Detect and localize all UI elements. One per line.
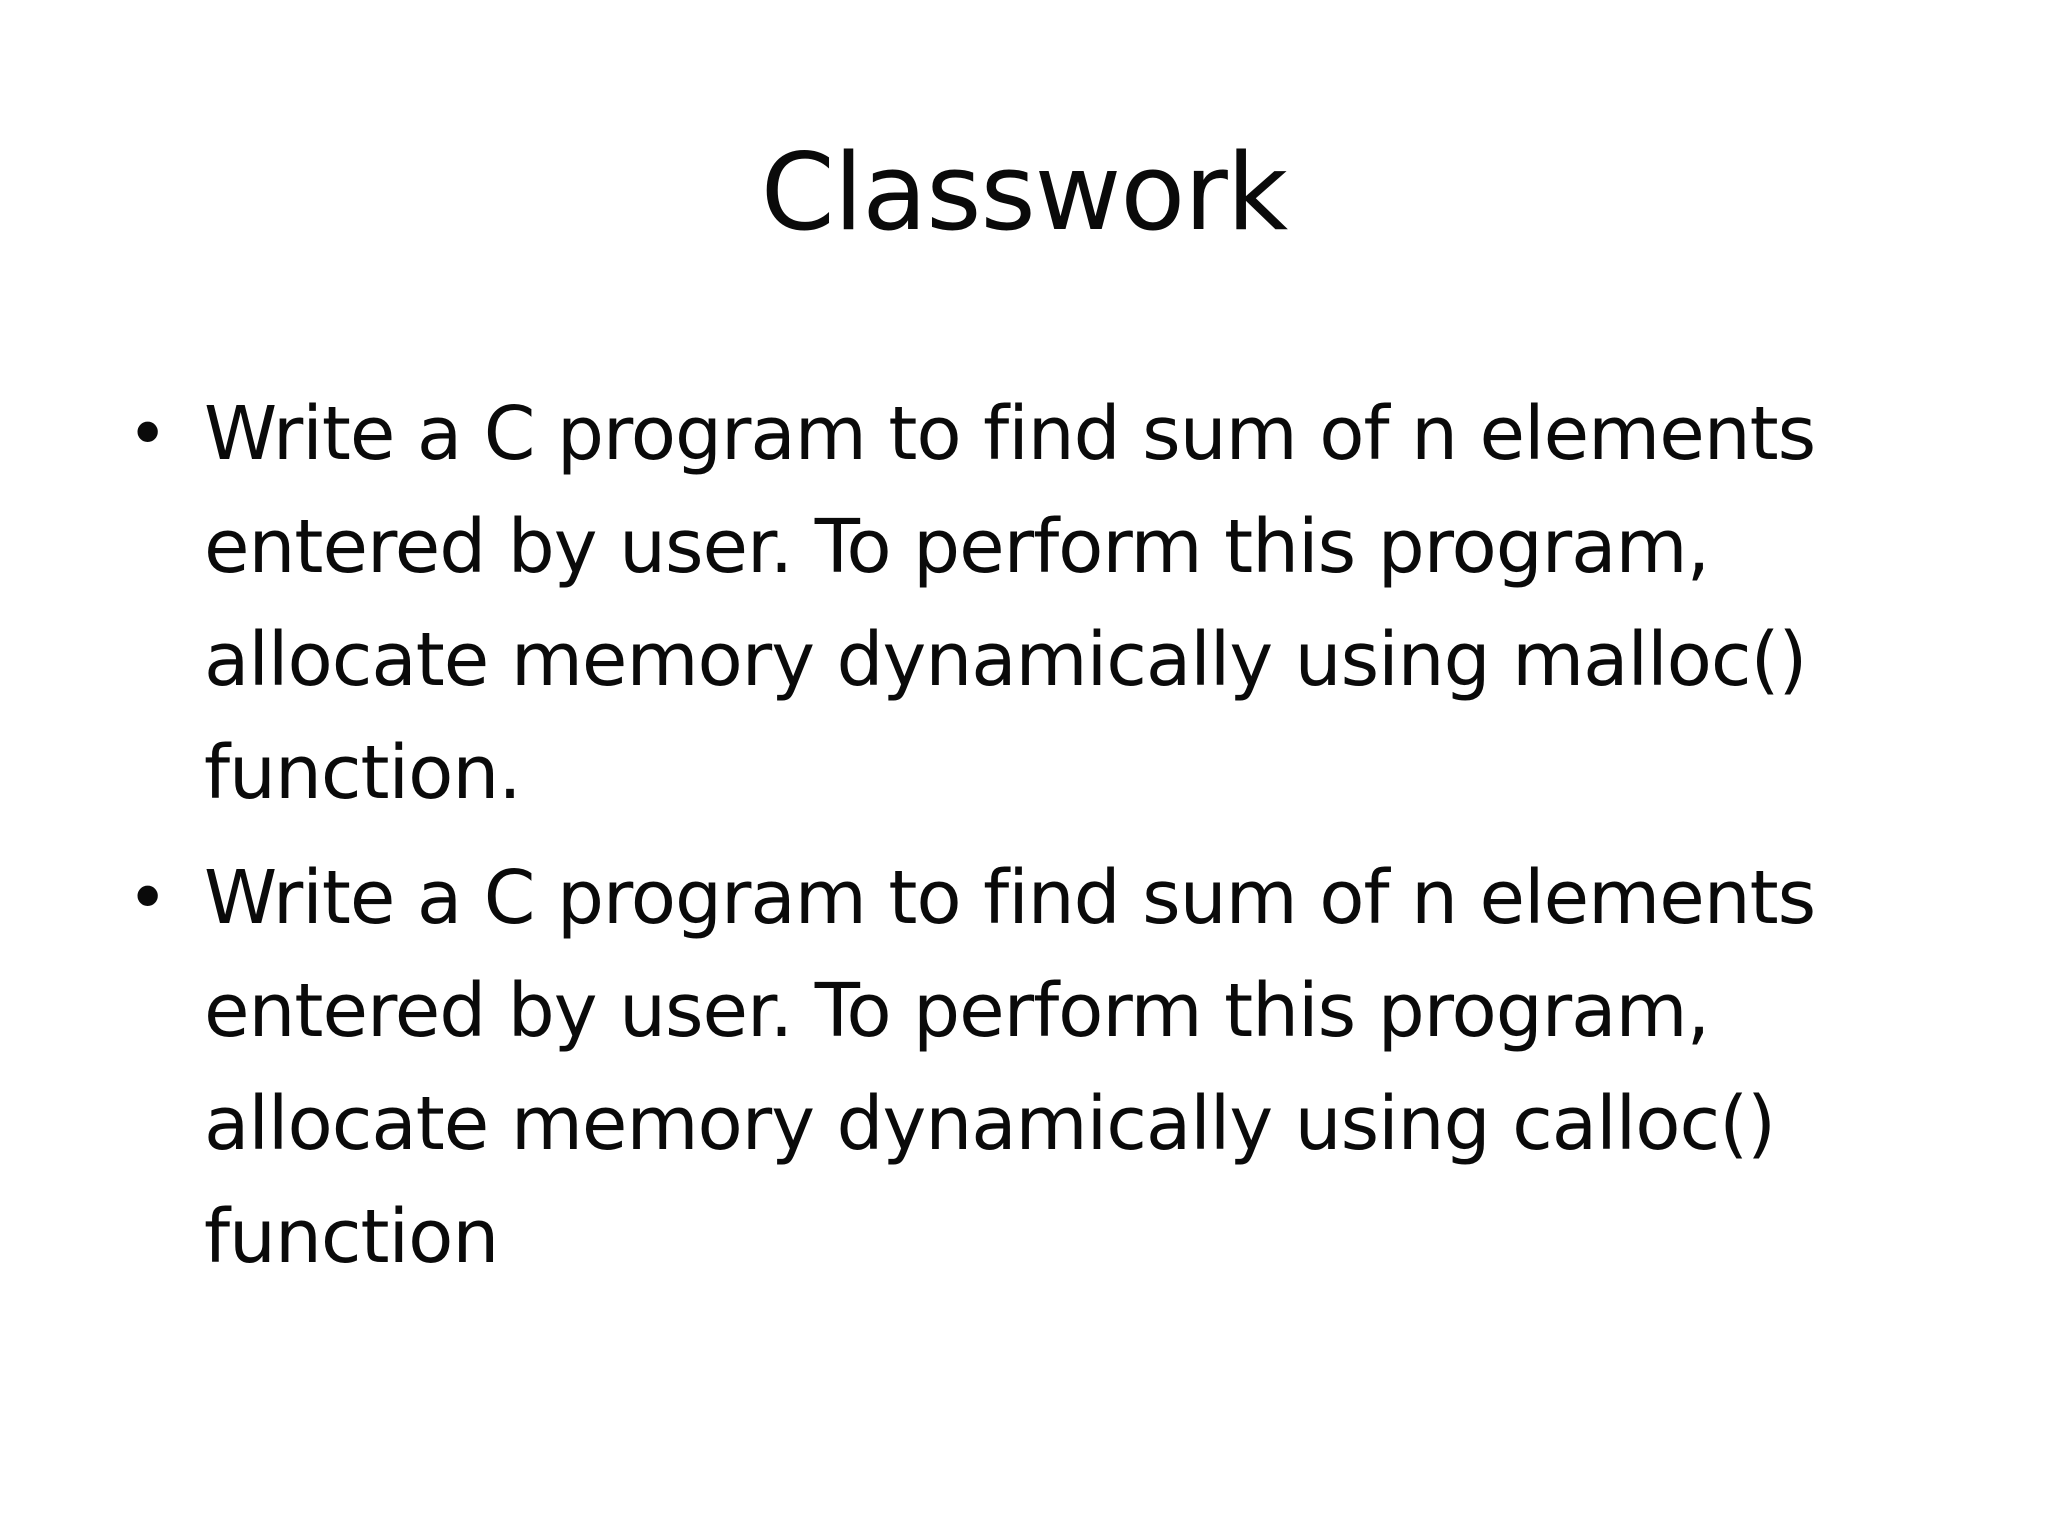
bullet-item-calloc: [115, 842, 1964, 1294]
bullet-list: [115, 378, 1915, 1306]
bullet-marker: •: [127, 393, 168, 475]
bullet-text-line: Write a C program to find sum of n elements: [204, 391, 1816, 477]
bullet-text-line: function.: [204, 730, 521, 816]
bullet-text-line: Write a C program to find sum of n elements: [204, 855, 1816, 941]
bullet-text-line: allocate memory dynamically using malloc(): [204, 617, 1807, 703]
bullet-marker: •: [127, 857, 168, 939]
bullet-text-line: entered by user. To perform this program,: [204, 504, 1710, 590]
slide-title: Classwork: [760, 131, 1288, 254]
bullet-text-line: allocate memory dynamically using calloc(): [204, 1081, 1775, 1167]
bullet-text-line: entered by user. To perform this program,: [204, 968, 1710, 1054]
bullet-text-line: function: [204, 1194, 499, 1280]
bullet-item-malloc: [115, 378, 1964, 830]
